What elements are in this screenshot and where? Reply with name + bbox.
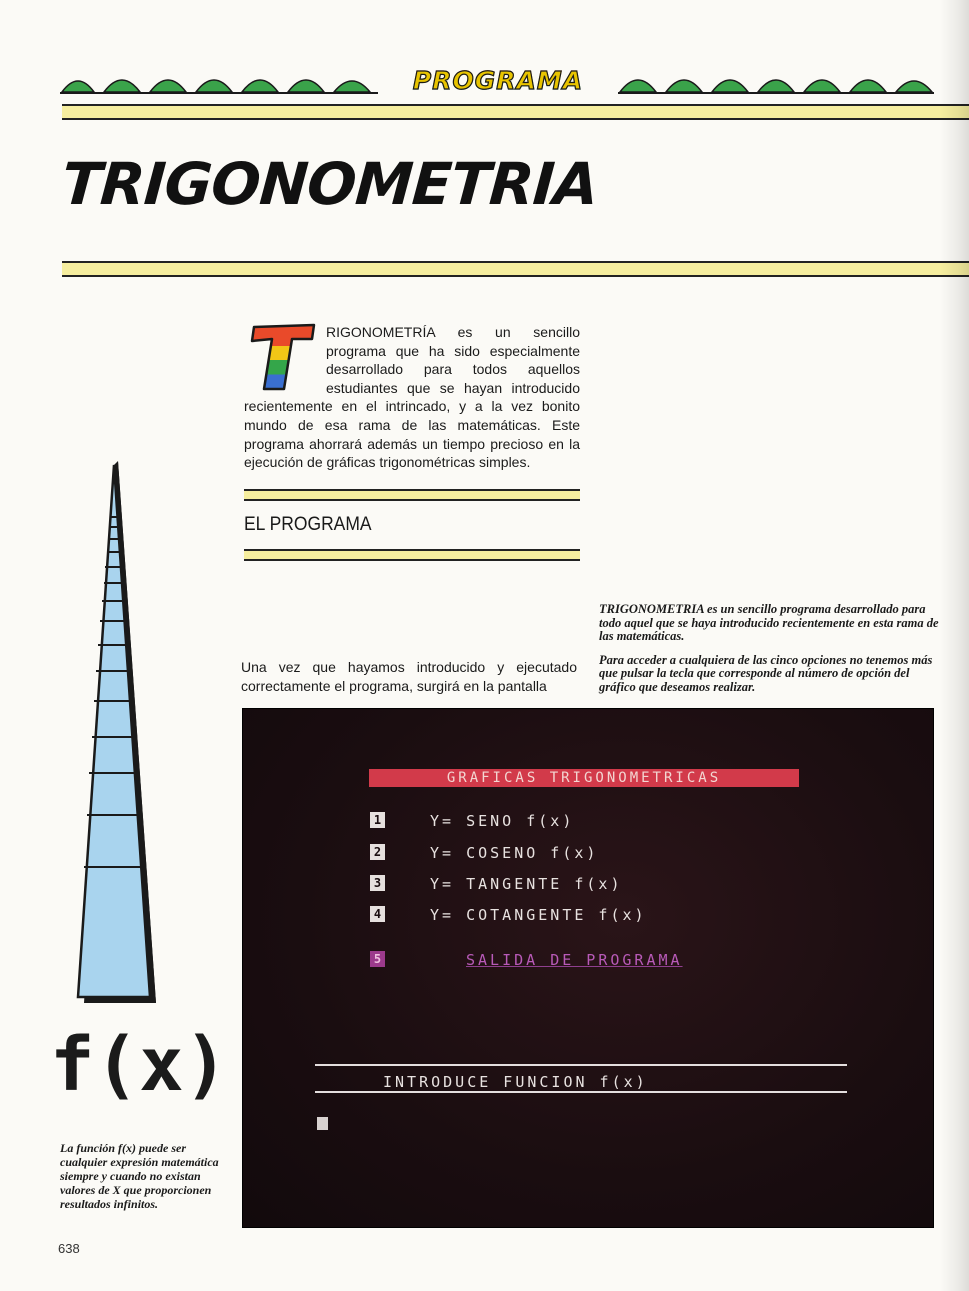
screen-title: GRAFICAS TRIGONOMETRICAS bbox=[369, 769, 799, 787]
header-rule bbox=[62, 104, 969, 120]
page-fold-shadow bbox=[940, 0, 969, 1291]
screen-prompt: INTRODUCE FUNCION f(x) bbox=[383, 1073, 648, 1091]
intro-body: RIGONOMETRÍA es un sencillo programa que ha sido especialmente desarrollado para todos aquellos estudiantes que se hayan introducido recientemente en el intrincado, y a la vez bonito mundo de esa rama de las matemáticas. Este programa ahorrará además un tiempo precioso en la ejecución de gráficas trigonométricas simples. bbox=[244, 324, 580, 471]
menu-number: 3 bbox=[370, 875, 385, 891]
menu-label: Y= TANGENTE f(x) bbox=[430, 875, 623, 893]
caption-lead: TRIGONOMETRIA bbox=[599, 602, 704, 616]
triangle-illustration bbox=[70, 455, 180, 1015]
section-heading: EL PROGRAMA bbox=[244, 514, 372, 535]
page-number: 638 bbox=[58, 1241, 80, 1256]
menu-number: 1 bbox=[370, 812, 385, 828]
title-rule bbox=[62, 261, 969, 277]
caption-p2: Para acceder a cualquiera de las cinco opciones no tenemos más que pulsar la tecla que corresponde al número de opción del gráfico que deseamos realizar. bbox=[599, 652, 933, 694]
illustration-caption: La función f(x) puede ser cualquier expresión matemática siempre y cuando no existan valores de X que proporcionen resultados infinitos. bbox=[60, 1141, 219, 1211]
menu-label: Y= COSENO f(x) bbox=[430, 844, 599, 862]
menu-label: Y= SENO f(x) bbox=[430, 812, 575, 830]
program-screen bbox=[242, 708, 934, 1228]
screen-divider-bottom bbox=[315, 1091, 847, 1093]
menu-number: 4 bbox=[370, 906, 385, 922]
menu-number: 5 bbox=[370, 951, 385, 967]
intro-paragraph bbox=[244, 323, 580, 472]
screen-divider-top bbox=[315, 1064, 847, 1066]
section-rule-top bbox=[244, 489, 580, 501]
caption-p1: es un sencillo programa desarrollado para todo aquel que se haya introducido recientemente en esta rama de las matemáticas. bbox=[599, 602, 939, 643]
function-label: f(x) bbox=[50, 1022, 229, 1108]
drop-cap-T bbox=[244, 321, 320, 395]
header-hills-right bbox=[618, 62, 936, 102]
page-title: TRIGONOMETRIA bbox=[59, 150, 600, 218]
section-rule-bottom bbox=[244, 549, 580, 561]
text-cursor bbox=[317, 1117, 328, 1130]
header-hills-left bbox=[60, 62, 380, 102]
section-tag: PROGRAMA bbox=[408, 64, 588, 98]
body-paragraph: Una vez que hayamos introducido y ejecutado correctamente el programa, surgirá en la pantalla bbox=[241, 659, 577, 694]
screen-caption bbox=[599, 603, 939, 704]
menu-label: Y= COTANGENTE f(x) bbox=[430, 906, 647, 924]
menu-label: SALIDA DE PROGRAMA bbox=[466, 951, 683, 969]
menu-number: 2 bbox=[370, 844, 385, 860]
